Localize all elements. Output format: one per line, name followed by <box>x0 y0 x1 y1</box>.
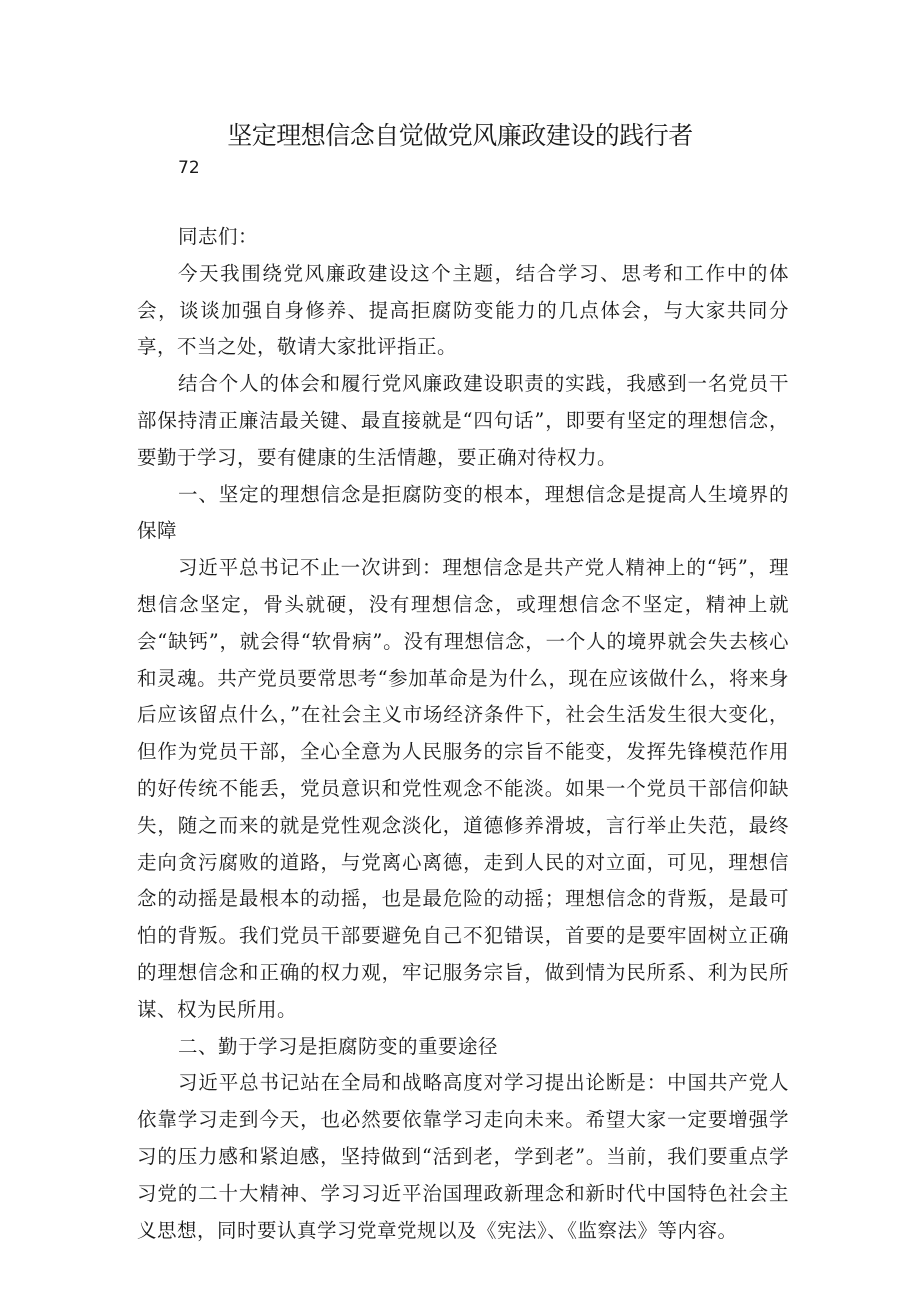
paragraph-intro: 今天我围绕党风廉政建设这个主题，结合学习、思考和工作中的体会，谈谈加强自身修养、提高拒腐防变能力的几点体会，与大家共同分享，不当之处，敬请大家批评指正。 <box>137 261 789 359</box>
document-title: 坚定理想信念自觉做党风廉政建设的践行者 <box>227 121 693 150</box>
section-heading-1: 一、坚定的理想信念是拒腐防变的根本，理想信念是提高人生境界的保障 <box>137 482 789 543</box>
section-heading-2: 二、勤于学习是拒腐防变的重要途径 <box>177 1034 498 1058</box>
salutation: 同志们： <box>177 225 258 248</box>
paragraph-four-points: 结合个人的体会和履行党风廉政建设职责的实践，我感到一名党员干部保持清正廉洁最关键、最直接就是“四句话”，即要有坚定的理想信念，要勤于学习，要有健康的生活情趣，要正确对待权力。 <box>137 372 789 469</box>
paragraph-ideals: 习近平总书记不止一次讲到：理想信念是共产党人精神上的“钙”，理想信念坚定，骨头就硬，没有理想信念，或理想信念不坚定，精神上就会“缺钙”，就会得“软骨病”。没有理想信念，一个人的境界就会失去核心和灵魂。共产党员要常思考“参加革命是为什么，现在应该做什么，将来身后应该留点什么，”在社会主义市场经济条件下，社会生活发生很大变化，但作为党员干部，全心全意为人民服务的宗旨不能变，发挥先锋模范作用的好传统不能丢，党员意识和党性观念不能淡。如果一个党员干部信仰缺失，随之而来的就是党性观念淡化，道德修养滑坡，言行举止失范，最终走向贪污腐败的道路，与党离心离德，走到人民的对立面，可见，理想信念的动摇是最根本的动摇，也是最危险的动摇；理想信念的背叛，是最可怕的背叛。我们党员干部要避免自己不犯错误，首要的是要牢固树立正确的理想信念和正确的权力观，牢记服务宗旨，做到情为民所系、利为民所谋、权为民所用。 <box>137 556 789 1021</box>
paragraph-study: 习近平总书记站在全局和战略高度对学习提出论断是：中国共产党人依靠学习走到今天，也必然要依靠学习走向未来。希望大家一定要增强学习的压力感和紧迫感，坚持做到“活到老，学到老”。当前，我们要重点学习党的二十大精神、学习习近平治国理政新理念和新时代中国特色社会主义思想，同时要认真学习党章党规以及《宪法》、《监察法》等内容。 <box>137 1071 789 1242</box>
document-body <box>137 219 789 1249</box>
document-number: 72 <box>178 158 200 178</box>
